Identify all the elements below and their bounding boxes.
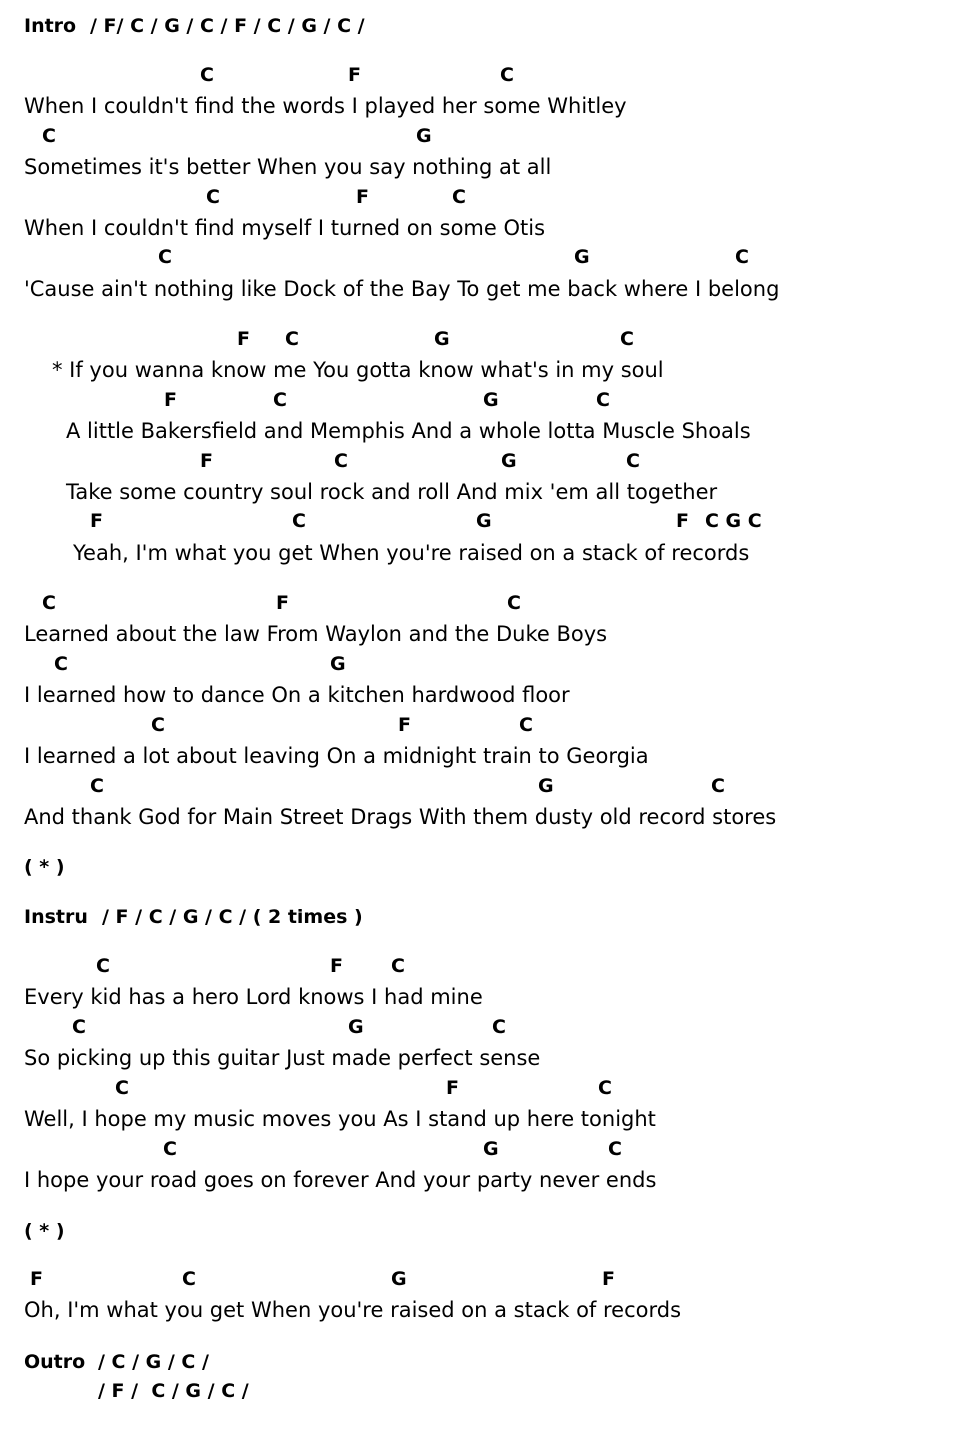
chorus-chord-f2: F (164, 389, 177, 411)
verse2-chord-c7: C (711, 775, 725, 797)
verse1-chord-c4: C (206, 186, 220, 208)
outro-chords-2: / F / C / G / C / (98, 1380, 249, 1402)
outro-chords-1: / C / G / C / (98, 1351, 209, 1373)
ending-chord-c: C (182, 1268, 196, 1290)
chorus-lyric-4: Yeah, I'm what you get When you're raised on a stack of records (73, 541, 750, 565)
verse2-chord-f2: F (398, 714, 411, 736)
chorus-chord-c: C (285, 328, 299, 350)
outro-label: Outro (24, 1351, 86, 1373)
chorus-chord-g3: G (501, 450, 517, 472)
chorus-chord-c6: C (626, 450, 640, 472)
verse2-chord-c2: C (507, 592, 521, 614)
verse1-lyric-4: 'Cause ain't nothing like Dock of the Bay To get me back where I belong (24, 277, 780, 301)
verse3-chord-c3: C (72, 1016, 86, 1038)
verse2-chord-c6: C (90, 775, 104, 797)
verse3-lyric-2: So picking up this guitar Just made perfect sense (24, 1046, 541, 1070)
verse3-chord-f: F (330, 955, 343, 977)
verse3-chord-g2: G (483, 1138, 499, 1160)
verse1-chord-c2: C (500, 64, 514, 86)
verse3-chord-c6: C (598, 1077, 612, 1099)
verse1-chord-g: G (416, 125, 432, 147)
verse2-chord-f: F (276, 592, 289, 614)
verse1-chord-f2: F (356, 186, 369, 208)
chorus-lyric-1: * If you wanna know me You gotta know what's in my soul (52, 358, 664, 382)
verse3-chord-g: G (348, 1016, 364, 1038)
chorus-chord-c4: C (596, 389, 610, 411)
verse1-lyric-3: When I couldn't find myself I turned on some Otis (24, 216, 546, 240)
verse1-chord-f: F (348, 64, 361, 86)
verse2-chord-c5: C (519, 714, 533, 736)
verse3-lyric-1: Every kid has a hero Lord knows I had mine (24, 985, 483, 1009)
chorus-chord-cgc: C G C (705, 510, 762, 532)
intro-chords: / F/ C / G / C / F / C / G / C / (90, 15, 365, 37)
chorus-chord-c7: C (292, 510, 306, 532)
verse2-chord-g2: G (538, 775, 554, 797)
verse3-chord-f2: F (446, 1077, 459, 1099)
verse1-lyric-1: When I couldn't find the words I played her some Whitley (24, 94, 627, 118)
chorus-chord-g: G (434, 328, 450, 350)
chorus-chord-c5: C (334, 450, 348, 472)
verse3-chord-c2: C (391, 955, 405, 977)
chorus-chord-c2: C (620, 328, 634, 350)
verse1-chord-c7: C (735, 246, 749, 268)
verse1-chord-c3: C (42, 125, 56, 147)
verse2-chord-c4: C (151, 714, 165, 736)
chorus-lyric-2: A little Bakersfield and Memphis And a whole lotta Muscle Shoals (66, 419, 751, 443)
verse3-chord-c7: C (163, 1138, 177, 1160)
verse1-lyric-2: Sometimes it's better When you say nothing at all (24, 155, 552, 179)
verse1-chord-c5: C (452, 186, 466, 208)
verse2-lyric-2: I learned how to dance On a kitchen hardwood floor (24, 683, 570, 707)
verse1-chord-c6: C (158, 246, 172, 268)
verse3-chord-c: C (96, 955, 110, 977)
ending-lyric: Oh, I'm what you get When you're raised on a stack of records (24, 1298, 682, 1322)
chorus-chord-f4: F (90, 510, 103, 532)
verse3-lyric-4: I hope your road goes on forever And your party never ends (24, 1168, 657, 1192)
verse3-chord-c4: C (492, 1016, 506, 1038)
chorus-reference-2: ( * ) (24, 1220, 65, 1242)
chorus-chord-g2: G (483, 389, 499, 411)
verse3-lyric-3: Well, I hope my music moves you As I stand up here tonight (24, 1107, 656, 1131)
verse1-chord-g2: G (574, 246, 590, 268)
ending-chord-f2: F (602, 1268, 615, 1290)
verse3-chord-c5: C (115, 1077, 129, 1099)
ending-chord-g: G (391, 1268, 407, 1290)
verse2-lyric-3: I learned a lot about leaving On a midnight train to Georgia (24, 744, 649, 768)
chorus-lyric-3: Take some country soul rock and roll And mix 'em all together (66, 480, 718, 504)
verse3-chord-c8: C (608, 1138, 622, 1160)
instru-chords: / F / C / G / C / ( 2 times ) (102, 906, 363, 928)
ending-chord-f: F (30, 1268, 43, 1290)
verse2-chord-g: G (330, 653, 346, 675)
chorus-chord-f3: F (200, 450, 213, 472)
instru-label: Instru (24, 906, 88, 928)
verse2-lyric-4: And thank God for Main Street Drags With them dusty old record stores (24, 805, 777, 829)
chorus-chord-f5: F (676, 510, 689, 532)
verse2-chord-c3: C (54, 653, 68, 675)
verse2-lyric-1: Learned about the law From Waylon and the Duke Boys (24, 622, 608, 646)
chorus-chord-c3: C (273, 389, 287, 411)
intro-label: Intro (24, 15, 77, 37)
chorus-reference: ( * ) (24, 856, 65, 878)
chorus-chord-f: F (237, 328, 250, 350)
chorus-chord-g4: G (476, 510, 492, 532)
verse1-chord-c: C (200, 64, 214, 86)
verse2-chord-c: C (42, 592, 56, 614)
